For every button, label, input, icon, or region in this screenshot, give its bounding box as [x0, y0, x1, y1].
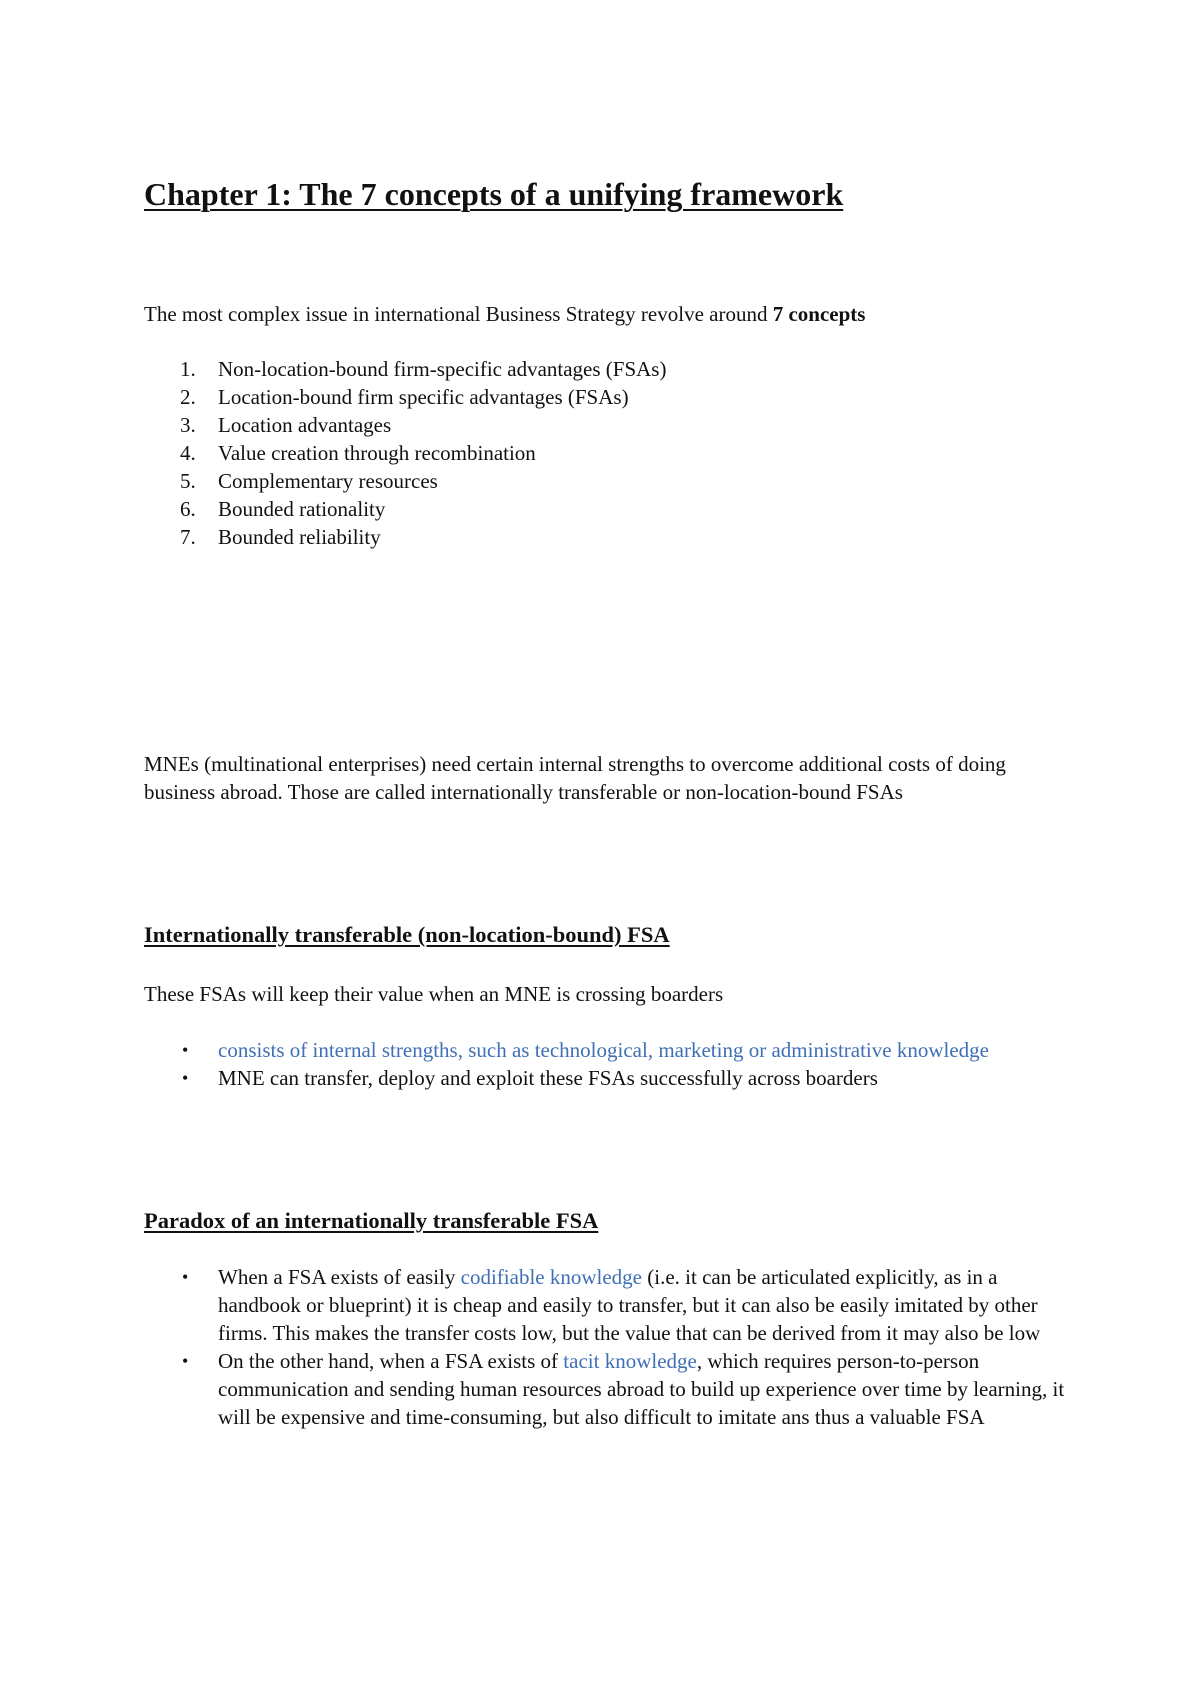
- list-item-label: Complementary resources: [218, 469, 438, 493]
- bullet-glyph: •: [182, 1267, 189, 1287]
- list-item: [144, 1064, 1074, 1092]
- page-title: Chapter 1: The 7 concepts of a unifying framework: [144, 176, 844, 212]
- list-item-label: Bounded reliability: [218, 525, 381, 549]
- list-number: 7.: [180, 525, 196, 549]
- list-number: 3.: [180, 413, 196, 437]
- list-item-text: MNE can transfer, deploy and exploit these FSAs successfully across boarders: [218, 1066, 878, 1090]
- list-item: [144, 439, 1074, 467]
- list-item: [144, 383, 1074, 411]
- list-item: [144, 495, 1074, 523]
- bullet-glyph: •: [182, 1068, 189, 1088]
- section2-bullets: [144, 1263, 1074, 1431]
- list-item-label: Bounded rationality: [218, 497, 386, 521]
- bullet-text-before: When a FSA exists of easily: [218, 1265, 461, 1289]
- bullet-glyph: •: [182, 1040, 189, 1060]
- mne-paragraph: MNEs (multinational enterprises) need certain internal strengths to overcome additional costs of doing business abroad. Those are called internationally transferable or non-location-bound FSAs: [144, 752, 1006, 804]
- intro-paragraph: [144, 300, 1074, 328]
- list-item: [144, 467, 1074, 495]
- list-item: [144, 1347, 1074, 1431]
- list-number: 5.: [180, 469, 196, 493]
- list-number: 1.: [180, 357, 196, 381]
- bullet-text-after: (i.e. it can be articulated explicitly, as in a handbook or blueprint) it is cheap and easily to transfer, but it can also be easily imitated by other firms. This makes the transfer costs low, but the value that can be derived from it may also be low: [218, 1265, 1041, 1345]
- list-item: [144, 355, 1074, 383]
- codifiable-knowledge-link[interactable]: codifiable knowledge: [460, 1265, 642, 1289]
- list-item: [144, 411, 1074, 439]
- bullet-text-before: On the other hand, when a FSA exists of: [218, 1349, 564, 1373]
- list-number: 2.: [180, 385, 196, 409]
- section1-bullets: [144, 1036, 1074, 1092]
- list-number: 4.: [180, 441, 196, 465]
- list-item: [144, 1263, 1074, 1347]
- list-item-label: Value creation through recombination: [218, 441, 536, 465]
- bullet-glyph: •: [182, 1351, 189, 1371]
- bullet-text-after: , which requires person-to-person communication and sending human resources abroad to build up experience over time by learning, it will be expensive and time-consuming, but also difficult to imitate ans thus a valuable FSA: [218, 1349, 1065, 1429]
- list-item: [144, 523, 1074, 551]
- list-item-label: Non-location-bound firm-specific advantages (FSAs): [218, 357, 667, 381]
- tacit-knowledge-link[interactable]: tacit knowledge: [563, 1349, 697, 1373]
- concepts-list: [144, 355, 1074, 551]
- list-number: 6.: [180, 497, 196, 521]
- list-item-label: Location-bound firm specific advantages (FSAs): [218, 385, 629, 409]
- intro-text: The most complex issue in international Business Strategy revolve around: [144, 302, 773, 326]
- section-heading-paradox: Paradox of an internationally transferable FSA: [144, 1208, 599, 1233]
- section1-intro: These FSAs will keep their value when an MNE is crossing boarders: [144, 982, 724, 1006]
- section-heading-transferable-fsa: Internationally transferable (non-location-bound) FSA: [144, 922, 670, 947]
- list-item-label: Location advantages: [218, 413, 392, 437]
- list-item-text: consists of internal strengths, such as technological, marketing or administrative knowledge: [218, 1038, 989, 1062]
- intro-bold: 7 concepts: [772, 302, 866, 326]
- list-item: [144, 1036, 1074, 1064]
